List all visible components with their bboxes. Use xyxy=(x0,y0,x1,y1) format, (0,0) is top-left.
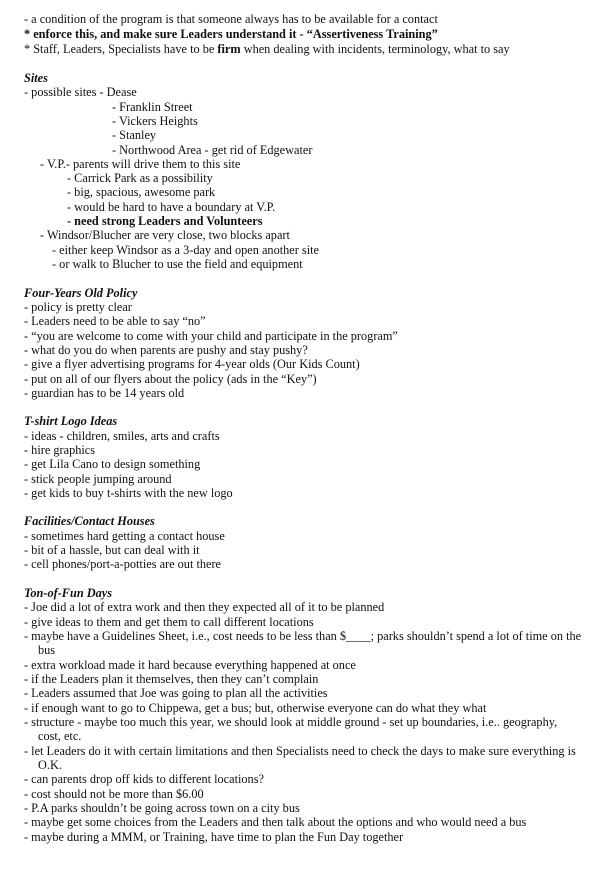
list-item: - give a flyer advertising programs for 4-year olds (Our Kids Count) xyxy=(24,357,360,371)
list-item: - ideas - children, smiles, arts and crafts xyxy=(24,429,220,443)
list-item: - give ideas to them and get them to call different locations xyxy=(24,615,314,629)
site-item: - Stanley xyxy=(112,128,157,142)
contact-availability-line: - a condition of the program is that someone always has to be available for a contact xyxy=(24,12,438,26)
list-item: - hire graphics xyxy=(24,443,96,457)
list-item-continuation: cost, etc. xyxy=(38,729,82,743)
list-item: - guardian has to be 14 years old xyxy=(24,386,185,400)
list-item-continuation: bus xyxy=(38,643,56,657)
list-item: - cell phones/port-a-potties are out there xyxy=(24,557,222,571)
list-item: - what do you do when parents are pushy and stay pushy? xyxy=(24,343,308,357)
list-item: - Leaders need to be able to say “no” xyxy=(24,314,206,328)
staff-firm-line xyxy=(24,42,510,56)
policy-heading: Four-Years Old Policy xyxy=(24,286,138,300)
sites-possible-line: - possible sites - Dease xyxy=(24,85,137,99)
list-item: - get Lila Cano to design something xyxy=(24,457,201,471)
tshirt-heading: T-shirt Logo Ideas xyxy=(24,414,118,428)
list-item: - extra workload made it hard because everything happened at once xyxy=(24,658,356,672)
list-item: - Leaders assumed that Joe was going to plan all the activities xyxy=(24,686,328,700)
list-item: - sometimes hard getting a contact house xyxy=(24,529,225,543)
staff-line-text-end: when dealing with incidents, terminology, what to say xyxy=(240,42,510,56)
list-item: - cost should not be more than $6.00 xyxy=(24,787,204,801)
vp-item: - big, spacious, awesome park xyxy=(67,185,216,199)
staff-line-emphasis: firm xyxy=(217,42,241,56)
list-item: - maybe have a Guidelines Sheet, i.e., cost needs to be less than $____; parks shouldn’t spend a lot of time on the xyxy=(24,629,582,643)
list-item: - maybe get some choices from the Leaders and then talk about the options and who would need a bus xyxy=(24,815,527,829)
list-item: - put on all of our flyers about the policy (ads in the “Key”) xyxy=(24,372,317,386)
list-item: - structure - maybe too much this year, we should look at middle ground - set up boundaries, i.e.. geography, xyxy=(24,715,558,729)
list-item: - let Leaders do it with certain limitations and then Specialists need to check the days to make sure everything is xyxy=(24,744,576,758)
vp-item-emphasis: - need strong Leaders and Volunteers xyxy=(67,214,263,228)
list-item: - bit of a hassle, but can deal with it xyxy=(24,543,200,557)
list-item: - Joe did a lot of extra work and then they expected all of it to be planned xyxy=(24,600,385,614)
vp-item: - would be hard to have a boundary at V.P. xyxy=(67,200,276,214)
list-item: - maybe during a MMM, or Training, have time to plan the Fun Day together xyxy=(24,830,404,844)
staff-line-text: * Staff, Leaders, Specialists have to be xyxy=(24,42,218,56)
site-item: - Vickers Heights xyxy=(112,114,198,128)
list-item: - get kids to buy t-shirts with the new logo xyxy=(24,486,233,500)
list-item: - can parents drop off kids to different locations? xyxy=(24,772,264,786)
fun-days-heading: Ton-of-Fun Days xyxy=(24,586,113,600)
vp-item: - Carrick Park as a possibility xyxy=(67,171,213,185)
list-item: - if enough want to go to Chippewa, get a bus; but, otherwise everyone can do what they what xyxy=(24,701,487,715)
facilities-heading: Facilities/Contact Houses xyxy=(24,514,155,528)
list-item: - “you are welcome to come with your child and participate in the program” xyxy=(24,329,398,343)
windsor-line: - Windsor/Blucher are very close, two blocks apart xyxy=(40,228,290,242)
site-item: - Franklin Street xyxy=(112,100,193,114)
list-item: - policy is pretty clear xyxy=(24,300,132,314)
windsor-item: - or walk to Blucher to use the field and equipment xyxy=(52,257,303,271)
assertiveness-training-line: * enforce this, and make sure Leaders understand it - “Assertiveness Training” xyxy=(24,27,438,41)
list-item: - if the Leaders plan it themselves, then they can’t complain xyxy=(24,672,319,686)
list-item: - P.A parks shouldn’t be going across town on a city bus xyxy=(24,801,300,815)
site-item: - Northwood Area - get rid of Edgewater xyxy=(112,143,313,157)
windsor-item: - either keep Windsor as a 3-day and open another site xyxy=(52,243,319,257)
list-item-continuation: O.K. xyxy=(38,758,62,772)
sites-heading: Sites xyxy=(24,71,48,85)
list-item: - stick people jumping around xyxy=(24,472,172,486)
vp-line: - V.P.- parents will drive them to this site xyxy=(40,157,241,171)
